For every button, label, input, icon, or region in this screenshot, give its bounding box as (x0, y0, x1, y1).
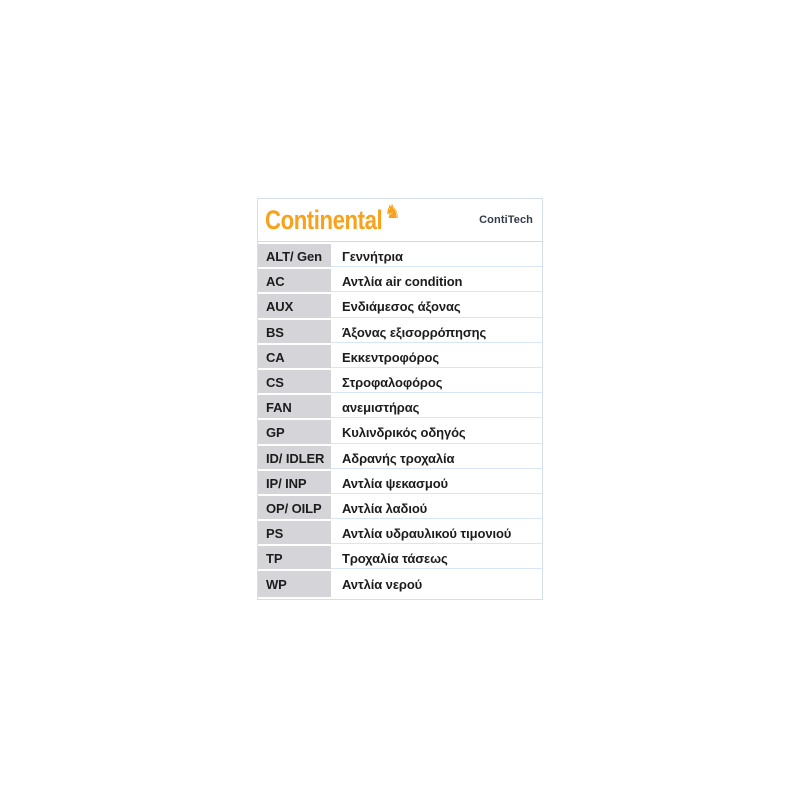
description-cell (331, 546, 542, 571)
description-label: Αδρανής τροχαλία (342, 450, 455, 466)
table-row (258, 269, 542, 294)
description-label: Αντλία ψεκασμού (342, 475, 449, 491)
description-cell (331, 420, 542, 445)
table-row (258, 420, 542, 445)
description-label: Αντλία υδραυλικού τιμονιού (342, 526, 512, 542)
abbreviation-label: BS (266, 324, 284, 340)
abbreviation-cell (258, 395, 331, 420)
abbreviation-label: CS (266, 375, 284, 391)
description-cell (331, 294, 542, 319)
table-row (258, 521, 542, 546)
description-cell (331, 496, 542, 521)
table-row (258, 244, 542, 269)
table-row (258, 471, 542, 496)
description-cell (331, 471, 542, 496)
abbreviation-legend-table (257, 198, 543, 600)
abbreviation-cell (258, 571, 331, 596)
description-label: Αντλία νερού (342, 576, 423, 592)
table-row (258, 571, 542, 596)
table-row (258, 320, 542, 345)
description-cell (331, 320, 542, 345)
contitech-label: ContiTech (479, 214, 533, 226)
abbreviation-cell (258, 244, 331, 269)
description-cell (331, 244, 542, 269)
description-label: Αντλία λαδιού (342, 500, 428, 516)
description-cell (331, 269, 542, 294)
table-row (258, 345, 542, 370)
description-label: Εκκεντροφόρος (342, 349, 440, 365)
abbreviation-cell (258, 345, 331, 370)
abbreviation-label: IP/ INP (266, 475, 307, 491)
abbreviation-cell (258, 294, 331, 319)
continental-logo (265, 200, 402, 235)
abbreviation-cell (258, 446, 331, 471)
abbreviation-cell (258, 521, 331, 546)
abbreviation-label: OP/ OILP (266, 500, 322, 516)
table-row (258, 546, 542, 571)
abbreviation-cell (258, 269, 331, 294)
abbreviation-label: ID/ IDLER (266, 450, 325, 466)
description-label: ανεμιστήρας (342, 400, 420, 416)
abbreviation-label: WP (266, 576, 287, 592)
description-cell (331, 571, 542, 596)
table-row (258, 294, 542, 319)
abbreviation-cell (258, 546, 331, 571)
abbreviation-label: FAN (266, 400, 292, 416)
description-label: Ενδιάμεσος άξονας (342, 299, 461, 315)
continental-wordmark: Continental (265, 204, 383, 235)
abbreviation-label: CA (266, 349, 285, 365)
abbreviation-cell (258, 420, 331, 445)
description-cell (331, 521, 542, 546)
table-row (258, 496, 542, 521)
abbreviation-cell (258, 320, 331, 345)
table-body (258, 242, 542, 599)
abbreviation-label: AC (266, 274, 285, 290)
table-header (258, 199, 542, 242)
table-row (258, 446, 542, 471)
description-label: Κυλινδρικός οδηγός (342, 425, 466, 441)
abbreviation-cell (258, 496, 331, 521)
table-row (258, 395, 542, 420)
abbreviation-label: GP (266, 425, 285, 441)
abbreviation-label: ALT/ Gen (266, 249, 323, 265)
table-row (258, 370, 542, 395)
description-cell (331, 370, 542, 395)
abbreviation-label: TP (266, 551, 283, 567)
horse-icon: ♞ (384, 200, 402, 223)
abbreviation-label: PS (266, 526, 284, 542)
abbreviation-cell (258, 471, 331, 496)
abbreviation-cell (258, 370, 331, 395)
description-label: Στροφαλοφόρος (342, 375, 443, 391)
description-label: Τροχαλία τάσεως (342, 551, 448, 567)
abbreviation-label: AUX (266, 299, 294, 315)
description-cell (331, 446, 542, 471)
description-cell (331, 345, 542, 370)
description-label: Άξονας εξισορρόπησης (342, 324, 487, 340)
description-label: Αντλία air condition (342, 274, 463, 290)
description-label: Γεννήτρια (342, 249, 403, 265)
description-cell (331, 395, 542, 420)
